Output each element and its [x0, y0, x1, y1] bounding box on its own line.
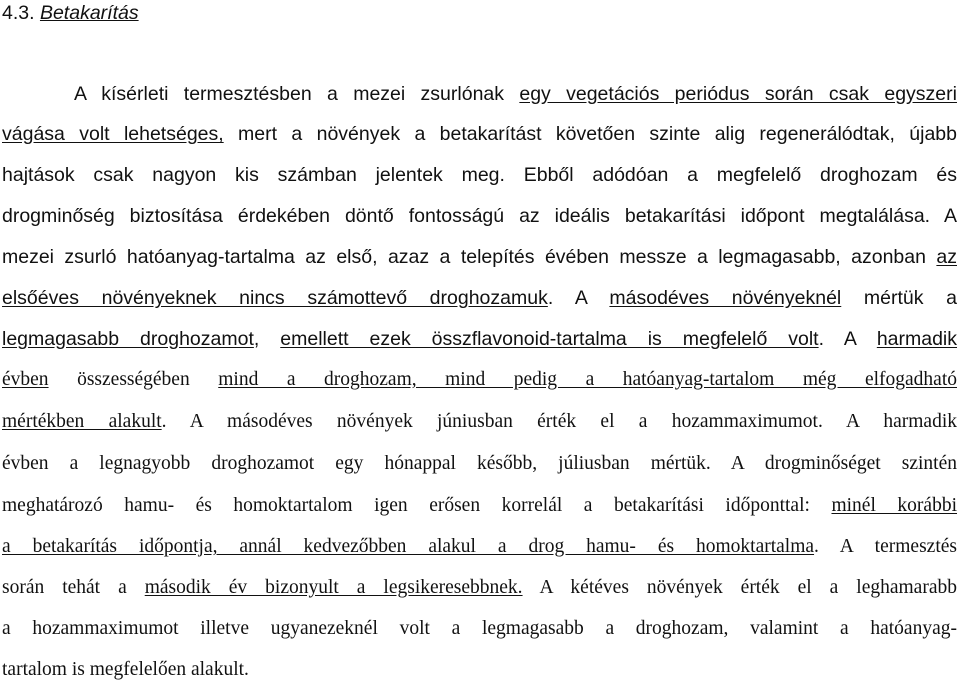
paragraph-line-3	[2, 162, 957, 188]
text-run: meghatározó hamu- és homoktartalom igen erősen korrelál a betakarítási időponttal:	[2, 495, 832, 516]
text-run: mértük a	[841, 287, 957, 309]
paragraph-line-9	[2, 409, 957, 435]
underlined-text-run: elsőéves növényeknek nincs számottevő droghozamuk	[2, 287, 548, 309]
paragraph-line-14	[2, 616, 957, 642]
paragraph-line-6	[2, 285, 957, 311]
paragraph-line-10	[2, 451, 957, 477]
text-run: mezei zsurló hatóanyag-tartalma az első, azaz a telepítés évében messze a legmagasabb, azonban	[2, 246, 937, 268]
text-run: összességében	[48, 369, 219, 390]
underlined-text-run: emellett ezek összflavonoid-tartalma is megfelelő volt	[280, 328, 819, 350]
text-run: mert a növények a betakarítást követően szinte alig regenerálódtak, újabb	[223, 123, 957, 145]
paragraph-line-1	[74, 81, 957, 107]
section-heading	[2, 0, 139, 26]
text-run: A kísérleti termesztésben a mezei zsurlónak	[74, 83, 520, 105]
section-title: Betakarítás	[39, 2, 139, 24]
paragraph-line-15	[2, 657, 957, 683]
text-run: . A	[547, 287, 610, 309]
text-run: . A termesztés	[814, 536, 957, 557]
underlined-text-run: másodéves növényeknél	[609, 287, 842, 309]
underlined-text-run: évben	[2, 369, 49, 390]
section-number: 4.3.	[2, 2, 35, 24]
text-run: Ebből adódóan a megfelelő droghozam és	[523, 164, 957, 186]
underlined-text-run: mind a droghozam, mind pedig a hatóanyag-tartalom még elfogadható	[218, 369, 957, 390]
paragraph-line-13	[2, 575, 957, 601]
text-run: tartalom is megfelelően alakult.	[2, 659, 249, 680]
text-run: ,	[253, 328, 281, 350]
paragraph-line-11	[2, 493, 957, 519]
underlined-text-run: legmagasabb droghozamot	[2, 328, 254, 350]
underlined-text-run: a betakarítás időpontja, annál kedvezőbben alakul a drog hamu- és homoktartalma	[2, 536, 815, 557]
text-run: a hozammaximumot illetve ugyanezeknél volt a legmagasabb a droghozam, valamint a hatóanyag-	[2, 618, 957, 639]
underlined-text-run: minél korábbi	[831, 495, 957, 516]
text-run: . A	[818, 328, 877, 350]
text-run: A kétéves növények érték el a leghamarabb	[522, 577, 957, 598]
text-run: A	[930, 205, 957, 227]
paragraph-line-8	[2, 367, 957, 393]
paragraph-line-5	[2, 244, 957, 270]
underlined-text-run: második év bizonyult a legsikeresebbnek.	[144, 577, 523, 598]
text-run: hajtások csak nagyon kis számban jelentek meg.	[2, 164, 524, 186]
text-run: évben a legnagyobb droghozamot egy hónappal később, júliusban mértük. A drogminőséget szintén	[2, 453, 957, 474]
underlined-text-run: vágása volt lehetséges,	[2, 123, 224, 145]
paragraph-line-12	[2, 534, 957, 560]
underlined-text-run: mértékben alakult	[2, 411, 162, 432]
underlined-text-run: az	[936, 246, 957, 268]
text-run: . A másodéves növények júniusban érték el a hozammaximumot. A harmadik	[161, 411, 957, 432]
paragraph-line-2	[2, 121, 957, 147]
underlined-text-run: egy vegetációs periódus során csak egyszeri	[519, 83, 957, 105]
text-run: során tehát a	[2, 577, 145, 598]
text-run: drogminőség biztosítása érdekében döntő fontosságú az ideális betakarítási időpont megtalálása.	[2, 205, 931, 227]
underlined-text-run: harmadik	[876, 328, 958, 350]
paragraph-line-4	[2, 203, 957, 229]
paragraph-line-7	[2, 326, 957, 352]
